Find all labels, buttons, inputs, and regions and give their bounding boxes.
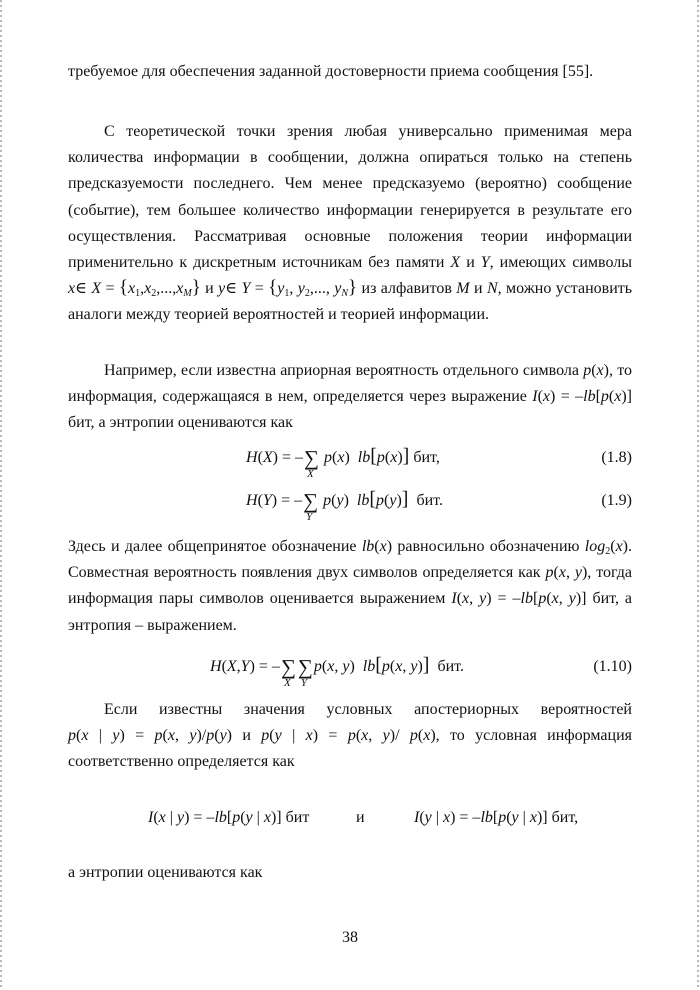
cond-info-and: и [356,809,365,826]
paragraph-3-text: Например, если известна априорная вероятность отдельного символа p(x), то информация, содержащаяся в нем, определяется через выражение I(x) = –lb[p(x)] бит, а энтропии оцениваются как [68,362,632,432]
page-number: 38 [342,929,358,946]
paragraph-3 [68,358,632,437]
final-line-text: а энтропии оцениваются как [68,864,263,881]
conditional-information-line [68,805,632,835]
page-edge-right [697,0,699,990]
equation-1-8-number: (1.8) [601,449,632,466]
final-line [68,860,632,886]
page-edge-left [0,0,2,990]
equation-1-9-number: (1.9) [601,492,632,509]
equation-1-10-body: H(X,Y) = –∑ X ∑ Y p(x, y) lb[p(x, y)] бит. [210,654,464,689]
paragraph-4-text: Здесь и далее общепринятое обозначение lb(x) равносильно обозначению $\log_2(x)$. Совместная вероятность появления двух символов определяется как p(x, y), тогда информация пары символов оценивается выражением I(x, y) = –lb[p(x, y)] бит, а энтропия – выражением. [68,538,633,634]
equation-block-joint [68,654,632,698]
cond-info-x-given-y: I(x | y) = –lb[p(y | x)] бит [148,809,310,826]
paragraph-5-text: Если известны значения условных апостериорных вероятностей p(x | y) = p(x, y)/p(y) и p(y | x) = p(x, y)/ p(x), то условная информация соответственно определяется как [68,701,633,771]
cond-info-y-given-x: I(y | x) = –lb[p(y | x)] бит, [414,809,579,826]
equation-1-9-body: H(Y) = –∑ Y p(y) lb[p(y)] бит. [246,488,443,523]
paragraph-1 [68,59,632,85]
paragraph-2-text: С теоретической точки зрения любая универсально применимая мера количества информации в сообщении, должна опираться только на степень предсказуемости последнего. Чем менее предсказуемо (вероятно) сообщение (событие), тем большее количество информации генерируется в результате его осуществления. Рассматривая основные положения теории информации применительно к дискретным источникам без памяти X и Y, имеющих символы x∈ $X = \{x_1,x_2,...,x_M\}$ и y∈ $Y = \{y_1$, $y_2$,..., $y_N$} из алфавитов M и N, можно установить аналоги между теорией вероятностей и теорией информации. [68,123,633,324]
equation-1-8 [68,445,632,489]
paragraph-5 [68,697,632,776]
paragraph-4 [68,534,632,639]
paragraph-2 [68,119,632,329]
equation-1-8-body: H(X) = –∑ X p(x) lb[p(x)] бит, [246,445,440,480]
equation-1-9 [68,488,632,532]
paragraph-1-text: требуемое для обеспечения заданной достоверности приема сообщения [55]. [68,63,594,80]
equation-block-entropy [68,445,632,535]
equation-1-10 [68,654,632,698]
equation-1-10-number: (1.10) [593,658,632,675]
